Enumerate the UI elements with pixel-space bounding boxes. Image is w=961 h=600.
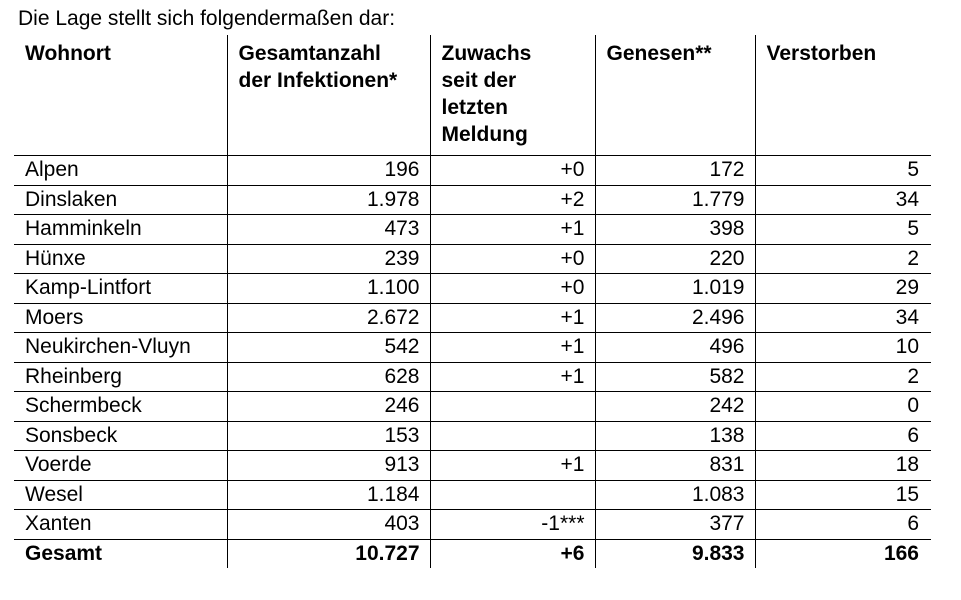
cell-genesen: 1.083 xyxy=(595,480,755,510)
cell-infektionen: 1.184 xyxy=(227,480,430,510)
cell-genesen: 831 xyxy=(595,451,755,481)
cell-infektionen: 2.672 xyxy=(227,303,430,333)
cell-verstorben: 5 xyxy=(755,215,931,245)
cell-verstorben: 2 xyxy=(755,362,931,392)
cell-genesen: 398 xyxy=(595,215,755,245)
cell-infektionen: 542 xyxy=(227,333,430,363)
table-row xyxy=(14,185,931,215)
cell-zuwachs: +1 xyxy=(430,333,595,363)
cell-verstorben: 5 xyxy=(755,156,931,186)
infection-table xyxy=(14,35,931,568)
cell-wohnort: Dinslaken xyxy=(14,185,227,215)
cell-infektionen: 628 xyxy=(227,362,430,392)
cell-zuwachs: -1*** xyxy=(430,510,595,540)
cell-genesen: 220 xyxy=(595,244,755,274)
cell-infektionen: 1.978 xyxy=(227,185,430,215)
cell-zuwachs: +1 xyxy=(430,215,595,245)
cell-wohnort: Wesel xyxy=(14,480,227,510)
column-header-wohnort: Wohnort xyxy=(14,35,227,156)
table-row xyxy=(14,510,931,540)
cell-verstorben: 166 xyxy=(883,541,919,565)
cell-verstorben: 34 xyxy=(755,185,931,215)
cell-genesen: 9.833 xyxy=(595,539,755,568)
cell-genesen: 377 xyxy=(595,510,755,540)
table-row xyxy=(14,303,931,333)
cell-infektionen: 196 xyxy=(227,156,430,186)
cell-verstorben: 0 xyxy=(755,392,931,422)
table-row xyxy=(14,421,931,451)
column-header-genesen: Genesen** xyxy=(595,35,755,156)
cell-infektionen: 246 xyxy=(227,392,430,422)
cell-wohnort: Neukirchen-Vluyn xyxy=(14,333,227,363)
table-row xyxy=(14,392,931,422)
table-total-row xyxy=(14,539,931,568)
cell-zuwachs: +1 xyxy=(430,451,595,481)
cell-zuwachs: +0 xyxy=(430,274,595,304)
table-body xyxy=(14,156,931,569)
cell-genesen: 242 xyxy=(595,392,755,422)
column-header-zuwachs: Zuwachs seit der letzten Meldung xyxy=(430,35,595,156)
cell-infektionen: 473 xyxy=(227,215,430,245)
cell-genesen: 138 xyxy=(595,421,755,451)
cell-verstorben: 10 xyxy=(755,333,931,363)
cell-wohnort: Rheinberg xyxy=(14,362,227,392)
cell-wohnort: Schermbeck xyxy=(14,392,227,422)
table-row xyxy=(14,274,931,304)
cell-verstorben: 2 xyxy=(755,244,931,274)
cell-wohnort: Gesamt xyxy=(14,539,227,568)
table-row xyxy=(14,215,931,245)
cell-infektionen: 1.100 xyxy=(227,274,430,304)
cell-infektionen: 403 xyxy=(227,510,430,540)
cell-zuwachs: +0 xyxy=(430,156,595,186)
cell-genesen: 172 xyxy=(595,156,755,186)
cell-genesen: 496 xyxy=(595,333,755,363)
cell-zuwachs: +2 xyxy=(430,185,595,215)
cell-verstorben: 15 xyxy=(755,480,931,510)
table-row xyxy=(14,156,931,186)
cell-zuwachs xyxy=(430,392,595,422)
cell-wohnort: Kamp-Lintfort xyxy=(14,274,227,304)
cell-verstorben: 6 xyxy=(755,510,931,540)
cell-zuwachs: +1 xyxy=(430,303,595,333)
cell-wohnort: Xanten xyxy=(14,510,227,540)
intro-text: Die Lage stellt sich folgendermaßen dar: xyxy=(18,7,396,30)
cell-genesen: 1.019 xyxy=(595,274,755,304)
cell-infektionen: 153 xyxy=(227,421,430,451)
cell-wohnort: Voerde xyxy=(14,451,227,481)
header-row xyxy=(14,35,931,156)
cell-zuwachs xyxy=(430,421,595,451)
cell-wohnort: Sonsbeck xyxy=(14,421,227,451)
cell-zuwachs xyxy=(430,480,595,510)
column-header-verstorben: Verstorben xyxy=(755,35,931,156)
cell-infektionen: 239 xyxy=(227,244,430,274)
table-row xyxy=(14,244,931,274)
cell-zuwachs: +1 xyxy=(430,362,595,392)
cell-genesen: 1.779 xyxy=(595,185,755,215)
cell-infektionen: 10.727 xyxy=(227,539,430,568)
table-header xyxy=(14,35,931,156)
table-row xyxy=(14,362,931,392)
table-row xyxy=(14,480,931,510)
cell-zuwachs: +6 xyxy=(430,539,595,568)
cell-verstorben: 6 xyxy=(755,421,931,451)
table-row xyxy=(14,451,931,481)
cell-wohnort: Moers xyxy=(14,303,227,333)
cell-verstorben: 29 xyxy=(755,274,931,304)
cell-genesen: 2.496 xyxy=(595,303,755,333)
cell-wohnort: Hamminkeln xyxy=(14,215,227,245)
cell-wohnort: Hünxe xyxy=(14,244,227,274)
cell-wohnort: Alpen xyxy=(14,156,227,186)
column-header-infektionen: Gesamtanzahl der Infektionen* xyxy=(227,35,430,156)
cell-zuwachs: +0 xyxy=(430,244,595,274)
cell-verstorben: 18 xyxy=(755,451,931,481)
cell-infektionen: 913 xyxy=(227,451,430,481)
cell-verstorben: 34 xyxy=(755,303,931,333)
cell-genesen: 582 xyxy=(595,362,755,392)
table-row xyxy=(14,333,931,363)
